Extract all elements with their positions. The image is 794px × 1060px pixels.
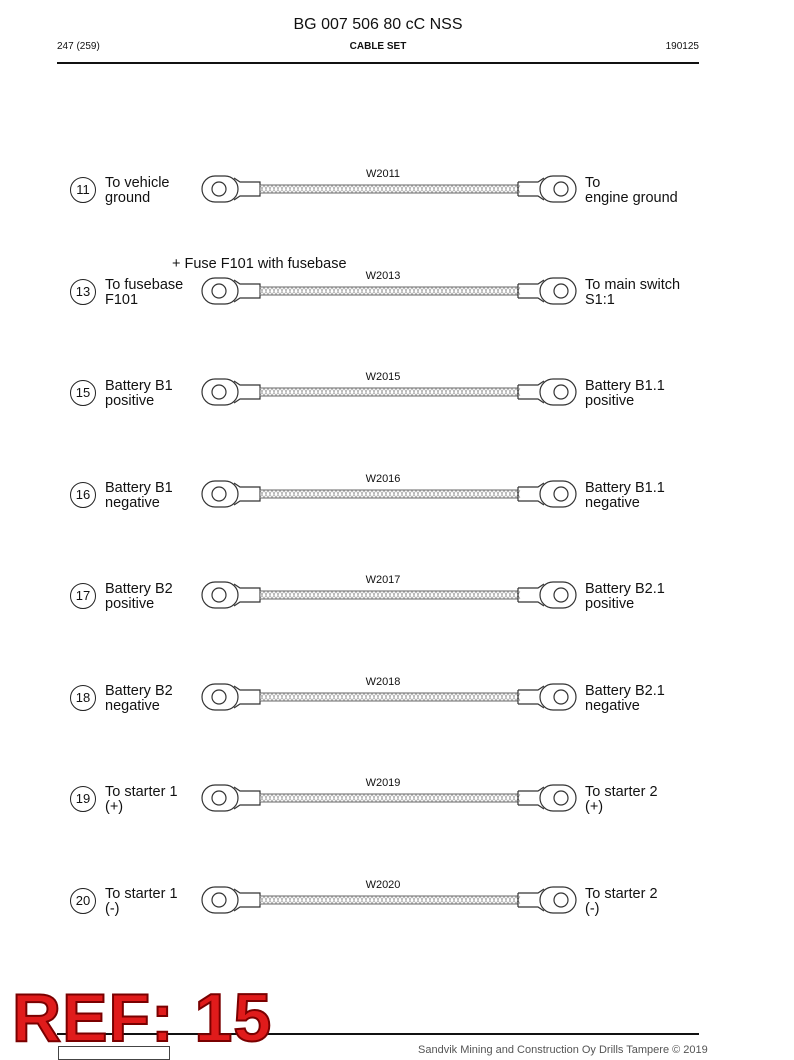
cable-id: W2015	[365, 371, 401, 383]
cable-id: W2011	[365, 168, 401, 180]
cable-row	[0, 879, 794, 947]
right-endpoint-label: To starter 2 (+)	[585, 784, 658, 815]
cable-id: W2016	[365, 473, 401, 485]
right-endpoint-label: Battery B2.1 negative	[585, 683, 665, 714]
page-number: 247 (259)	[57, 41, 100, 52]
left-lug-eye	[202, 176, 238, 202]
footer-copyright: Sandvik Mining and Construction Oy Drills Tampere © 2019	[418, 1044, 708, 1056]
cable-row	[0, 473, 794, 541]
cable-row	[0, 371, 794, 439]
item-number: 13	[70, 279, 96, 305]
ref-stamp: REF: 15	[12, 980, 273, 1056]
right-lug-hole	[554, 284, 568, 298]
right-lug-hole	[554, 487, 568, 501]
right-lug-hole	[554, 791, 568, 805]
right-lug-eye	[540, 582, 576, 608]
left-lug-hole	[212, 791, 226, 805]
left-lug-hole	[212, 182, 226, 196]
left-endpoint-label: Battery B1 negative	[105, 480, 173, 511]
item-number: 19	[70, 786, 96, 812]
item-number: 20	[70, 888, 96, 914]
left-lug-eye	[202, 887, 238, 913]
right-lug-hole	[554, 690, 568, 704]
cable-id: W2013	[365, 270, 401, 282]
section-title: CABLE SET	[349, 41, 407, 52]
left-lug-hole	[212, 385, 226, 399]
right-endpoint-label: To main switch S1:1	[585, 277, 681, 308]
left-lug-eye	[202, 582, 238, 608]
right-endpoint-label: To starter 2 (-)	[585, 886, 658, 917]
right-lug-eye	[540, 481, 576, 507]
item-number: 18	[70, 685, 96, 711]
left-lug-eye	[202, 785, 238, 811]
cable-id: W2017	[365, 574, 401, 586]
left-lug-hole	[212, 284, 226, 298]
cable-row	[0, 168, 794, 236]
left-lug-hole	[212, 588, 226, 602]
item-number: 17	[70, 583, 96, 609]
cable-id: W2018	[365, 676, 401, 688]
cable-id: W2019	[365, 777, 401, 789]
left-lug-eye	[202, 379, 238, 405]
item-number: 15	[70, 380, 96, 406]
item-number: 11	[70, 177, 96, 203]
left-endpoint-label: Battery B2 positive	[105, 581, 173, 612]
cable-id: W2020	[365, 879, 401, 891]
document-title: BG 007 506 80 cC NSS	[293, 16, 463, 33]
left-lug-hole	[212, 893, 226, 907]
left-lug-eye	[202, 481, 238, 507]
right-lug-eye	[540, 684, 576, 710]
cable-row	[0, 574, 794, 642]
right-lug-hole	[554, 588, 568, 602]
left-endpoint-label: To starter 1 (+)	[105, 784, 178, 815]
left-endpoint-label: Battery B1 positive	[105, 378, 173, 409]
right-endpoint-label: Battery B1.1 negative	[585, 480, 665, 511]
item-number: 16	[70, 482, 96, 508]
cable-row	[0, 676, 794, 744]
cable-row	[0, 256, 794, 338]
cable-row	[0, 777, 794, 845]
cable-note: + Fuse F101 with fusebase	[172, 256, 347, 272]
header-rule	[57, 62, 699, 64]
right-endpoint-label: Battery B2.1 positive	[585, 581, 665, 612]
left-lug-eye	[202, 278, 238, 304]
left-lug-hole	[212, 690, 226, 704]
right-lug-hole	[554, 893, 568, 907]
right-lug-hole	[554, 385, 568, 399]
right-lug-hole	[554, 182, 568, 196]
left-endpoint-label: To fusebase F101	[105, 277, 184, 308]
right-lug-eye	[540, 887, 576, 913]
right-lug-eye	[540, 278, 576, 304]
right-lug-eye	[540, 176, 576, 202]
right-lug-eye	[540, 785, 576, 811]
date-code: 190125	[665, 41, 699, 52]
right-endpoint-label: To engine ground	[585, 175, 678, 206]
left-endpoint-label: To starter 1 (-)	[105, 886, 178, 917]
left-lug-hole	[212, 487, 226, 501]
right-endpoint-label: Battery B1.1 positive	[585, 378, 665, 409]
left-endpoint-label: To vehicle ground	[105, 175, 170, 206]
left-endpoint-label: Battery B2 negative	[105, 683, 173, 714]
right-lug-eye	[540, 379, 576, 405]
left-lug-eye	[202, 684, 238, 710]
